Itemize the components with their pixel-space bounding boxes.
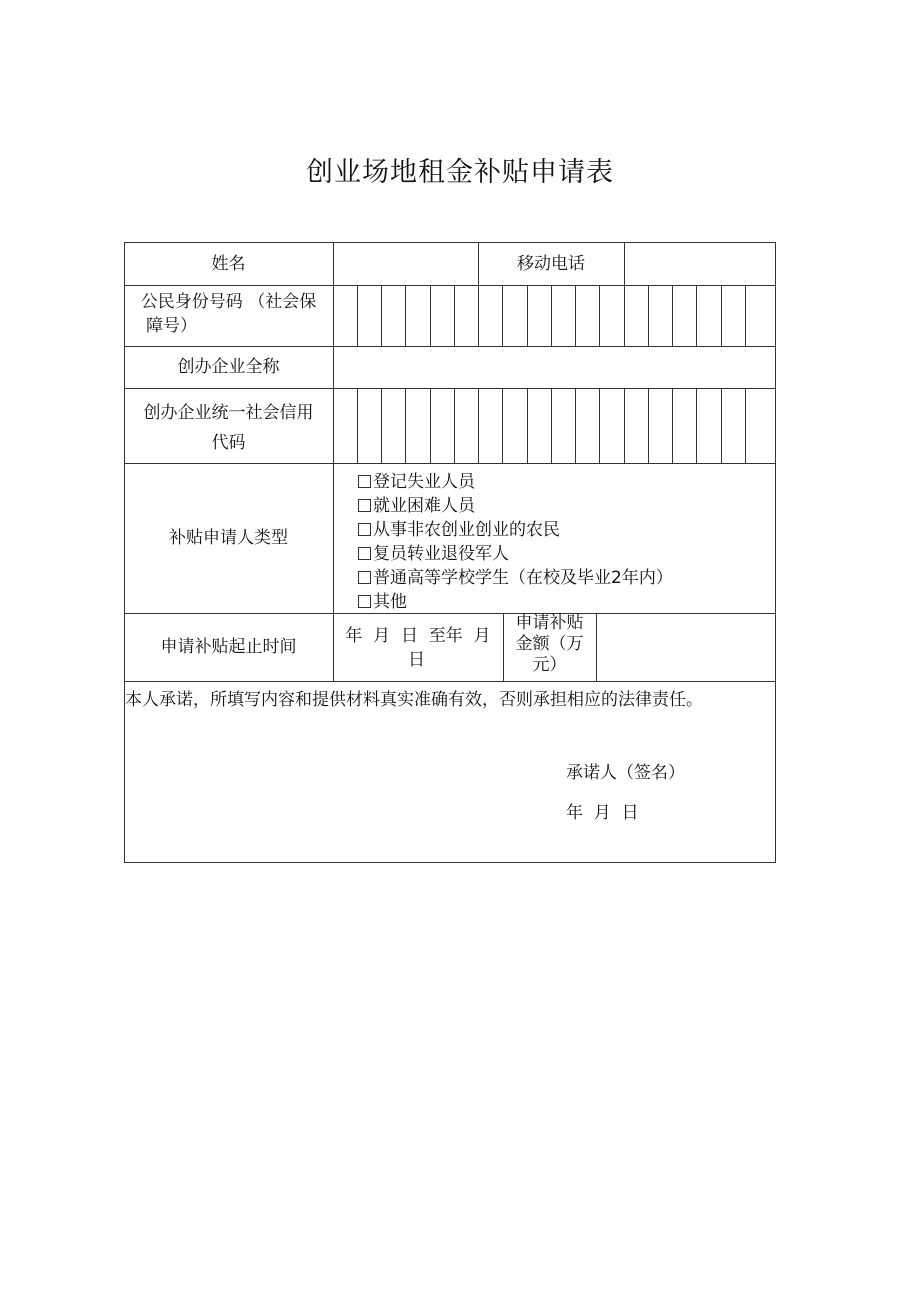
row-divider [124,681,776,682]
checkbox-icon[interactable] [358,499,371,512]
name-field[interactable] [334,243,478,285]
amount-field[interactable] [597,614,775,681]
period-value-line2: 日 [408,650,425,670]
applicant-type-option[interactable]: 登记失业人员 [358,470,475,494]
id-number-label-line1: 公民身份号码 （社会保 [140,292,317,312]
sign-date: 年 月 日 [566,803,639,823]
checkbox-icon[interactable] [358,475,371,488]
id-number-label [124,290,333,338]
credit-code-label [124,398,333,458]
period-label: 申请补贴起止时间 [160,637,297,657]
phone-label: 移动电话 [517,253,585,274]
checkbox-icon[interactable] [358,595,371,608]
applicant-type-option[interactable]: 普通高等学校学生（在校及毕业2年内） [358,566,673,590]
pledge-text: 本人承诺，所填写内容和提供材料真实准确有效，否则承担相应的法律责任。 [125,690,703,710]
applicant-type-option[interactable]: 其他 [358,590,407,614]
period-field[interactable] [334,624,502,672]
period-value-line1: 年 月 日 至年 月 [345,626,491,646]
amount-label [503,613,596,676]
credit-code-label-line1: 创办企业统一社会信用 [143,403,314,423]
page-title: 创业场地租金补贴申请表 [306,157,614,188]
signer-label: 承诺人（签名） [566,763,685,783]
company-name-label: 创办企业全称 [177,357,280,377]
amount-label-line1: 申请补贴 [515,613,584,633]
credit-code-field[interactable] [334,389,775,463]
amount-label-line3: 元） [532,655,567,675]
id-number-field[interactable] [334,286,775,346]
credit-code-label-line2: 代码 [211,433,246,453]
applicant-type-option[interactable]: 就业困难人员 [358,494,475,518]
checkbox-icon[interactable] [358,547,371,560]
checkbox-icon[interactable] [358,571,371,584]
company-name-field[interactable] [334,347,775,388]
phone-field[interactable] [625,243,775,285]
applicant-type-option[interactable]: 复员转业退役军人 [358,542,509,566]
applicant-type-option[interactable]: 从事非农创业创业的农民 [358,518,560,542]
name-label: 姓名 [211,253,246,274]
id-number-label-line2: 障号） [146,316,197,336]
amount-label-line2: 金额（万 [515,634,584,654]
applicant-type-label: 补贴申请人类型 [169,528,288,548]
checkbox-icon[interactable] [358,523,371,536]
